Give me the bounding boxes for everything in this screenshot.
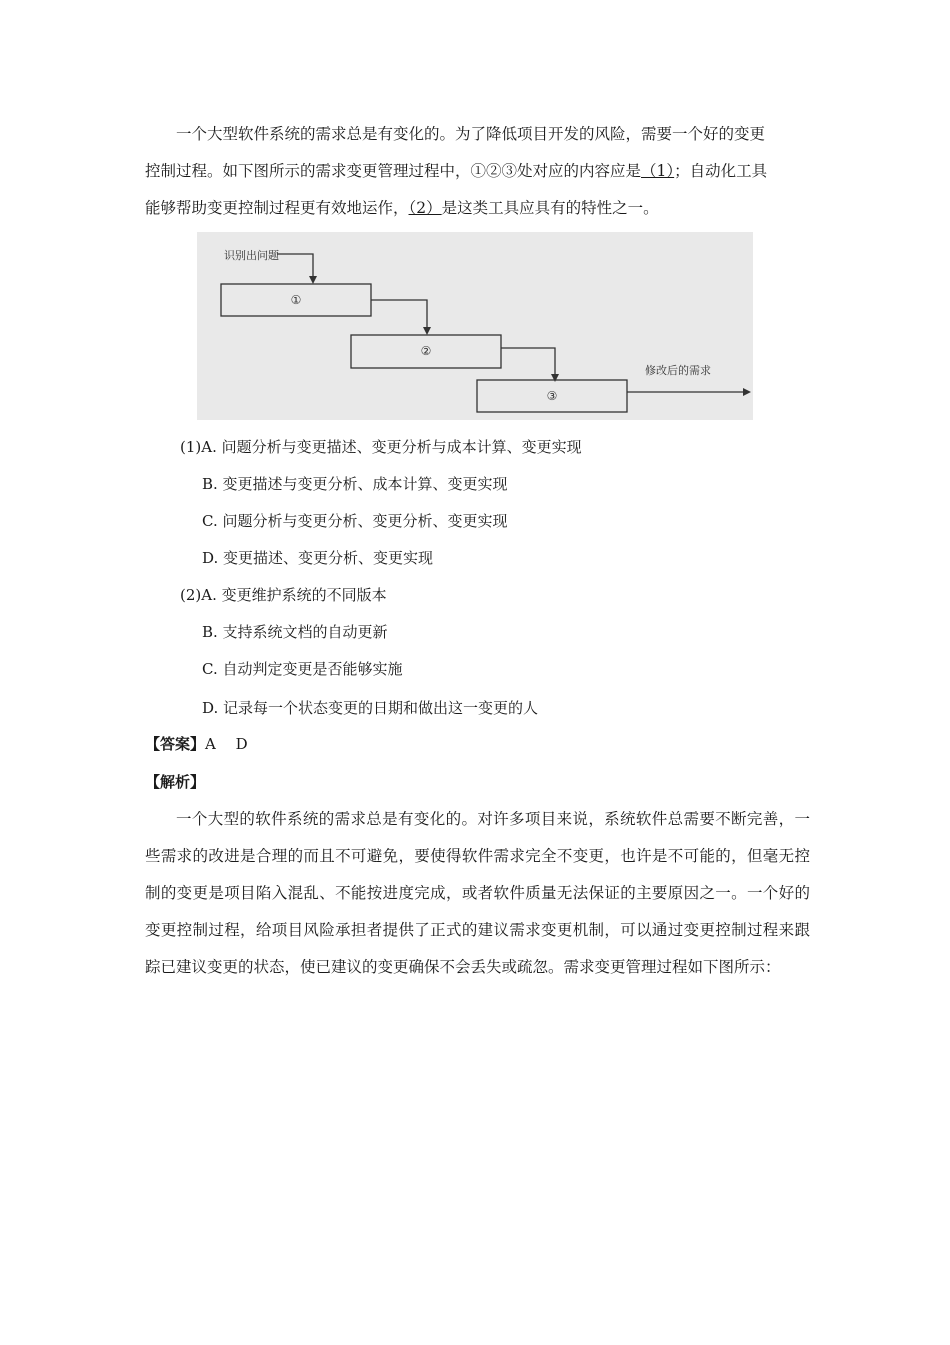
arrow-1-2-head: [423, 327, 431, 335]
arrow-2-3-head: [551, 374, 559, 382]
question-line-3-tail: 是这类工具应具有的特性之一。: [441, 199, 659, 217]
q2-option-c: C. 自动判定变更是否能够实施: [202, 660, 403, 678]
step-label-1: ①: [290, 293, 302, 307]
end-arrow-head: [743, 388, 751, 396]
arrow-1-2: [371, 300, 427, 330]
q1-option-a: (1)A. 问题分析与变更描述、变更分析与成本计算、变更实现: [180, 438, 582, 456]
start-arrow: [277, 254, 313, 280]
step-label-2: ②: [420, 344, 432, 358]
q1-option-b: B. 变更描述与变更分析、成本计算、变更实现: [202, 475, 508, 493]
change-process-figure: [197, 232, 753, 420]
question-line-2: [145, 159, 767, 181]
q2-option-a: (2)A. 变更维护系统的不同版本: [180, 586, 387, 604]
answer-label: 【答案】: [145, 735, 206, 753]
start-arrow-head: [309, 276, 317, 284]
answer-line: [145, 733, 248, 754]
step-label-3: ③: [546, 389, 558, 403]
blank-2: （2）: [408, 199, 442, 217]
end-label: 修改后的需求: [645, 364, 711, 377]
question-line-3: [145, 196, 659, 218]
analysis-label: 【解析】: [145, 773, 206, 791]
blank-1: （1）: [641, 162, 675, 180]
q1-option-d: D. 变更描述、变更分析、变更实现: [202, 549, 434, 567]
start-label: 识别出问题: [224, 249, 279, 262]
q2-option-d: D. 记录每一个状态变更的日期和做出这一变更的人: [202, 699, 539, 717]
analysis-text: 一个大型的软件系统的需求总是有变化的。对许多项目来说，系统软件总需要不断完善，一些需求的改进是合理的而且不可避免，要使得软件需求完全不变更，也许是不可能的，但毫无控制的变更是项目陷入混乱、不能按进度完成，或者软件质量无法保证的主要原因之一。一个好的变更控制过程，给项目风险承担者提供了正式的建议需求变更机制，可以通过变更控制过程来跟踪已建议变更的状态，使已建议的变更确保不会丢失或疏忽。需求变更管理过程如下图所示：: [145, 810, 810, 976]
question-line-1: 一个大型软件系统的需求总是有变化的。为了降低项目开发的风险，需要一个好的变更: [176, 125, 766, 143]
answer-value: A D: [205, 735, 248, 753]
question-line-3-text: 能够帮助变更控制过程更有效地运作，: [145, 199, 409, 217]
q1-option-c: C. 问题分析与变更分析、变更分析、变更实现: [202, 512, 508, 530]
arrow-2-3: [501, 348, 555, 377]
question-line-2-text: 控制过程。如下图所示的需求变更管理过程中，①②③处对应的内容应是: [145, 162, 642, 180]
q2-option-b: B. 支持系统文档的自动更新: [202, 623, 388, 641]
question-line-2-tail: ；自动化工具: [674, 162, 768, 180]
process-diagram: [197, 232, 753, 420]
